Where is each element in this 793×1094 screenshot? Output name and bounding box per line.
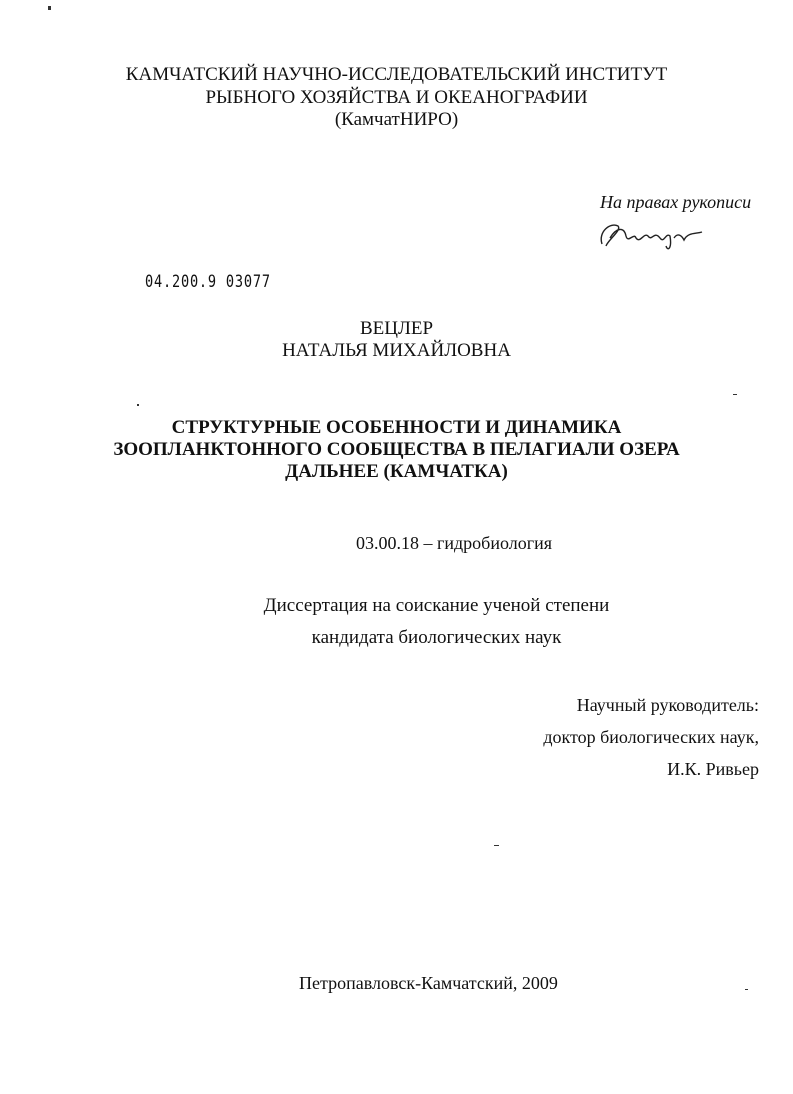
- institute-line-2: РЫБНОГО ХОЗЯЙСТВА И ОКЕАНОГРАФИИ: [205, 87, 588, 108]
- institute-line-3: (КамчатНИРО): [334, 109, 459, 130]
- author-name: НАТАЛЬЯ МИХАЙЛОВНА: [282, 340, 511, 361]
- title-line-2: ЗООПЛАНКТОННОГО СООБЩЕСТВА В ПЕЛАГИАЛИ ОЗЕРА: [113, 439, 680, 460]
- scan-speck: [733, 394, 737, 395]
- title-line-1: СТРУКТУРНЫЕ ОСОБЕННОСТИ И ДИНАМИКА: [171, 417, 622, 438]
- place-year: Петропавловск-Камчатский, 2009: [299, 973, 558, 993]
- specialty: 03.00.18 – гидробиология: [356, 533, 553, 553]
- scan-speck: [48, 6, 51, 10]
- manuscript-note: На правах рукописи: [600, 192, 752, 212]
- scan-speck: [137, 404, 139, 406]
- title-line-3: ДАЛЬНЕЕ (КАМЧАТКА): [285, 461, 508, 482]
- institute-line-1: КАМЧАТСКИЙ НАУЧНО-ИССЛЕДОВАТЕЛЬСКИЙ ИНСТИТУТ: [125, 64, 668, 85]
- scan-speck: [745, 989, 748, 990]
- signature: [596, 218, 708, 252]
- registration-number: 04.200.9 03077: [145, 272, 271, 292]
- degree-line-1: Диссертация на соискание ученой степени: [263, 595, 610, 616]
- supervisor-name: И.К. Ривьер: [667, 759, 759, 779]
- scan-speck: [494, 845, 499, 846]
- author-surname: ВЕЦЛЕР: [359, 318, 434, 339]
- degree-line-2: кандидата биологических наук: [311, 627, 562, 648]
- supervisor-degree: доктор биологических наук,: [543, 727, 759, 747]
- supervisor-label: Научный руководитель:: [576, 695, 759, 715]
